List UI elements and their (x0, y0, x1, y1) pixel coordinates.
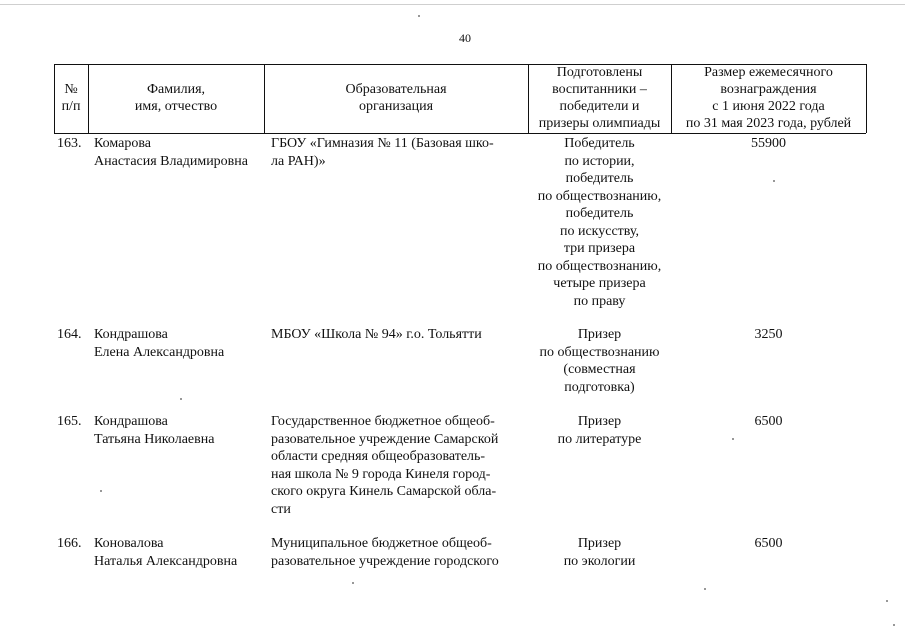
scan-speck (893, 624, 895, 626)
header-organization: Образовательная организация (345, 82, 447, 114)
row-name: Кондрашова Татьяна Николаевна (94, 414, 215, 447)
row-number: 166. (57, 536, 82, 551)
row-result: Призер по обществознанию (совместная подготовка) (539, 327, 660, 395)
scan-speck (352, 582, 354, 584)
row-number: 164. (57, 327, 82, 342)
row-organization: ГБОУ «Гимназия № 11 (Базовая шко- ла РАН)» (271, 136, 494, 169)
page-number: 40 (459, 31, 471, 45)
row-amount: 6500 (754, 414, 783, 429)
table-border-right (866, 64, 867, 133)
row-name: Коновалова Наталья Александровна (94, 536, 238, 569)
header-number: № п/п (61, 82, 81, 114)
scan-speck (180, 398, 182, 400)
row-amount: 6500 (754, 536, 783, 551)
row-number: 165. (57, 414, 82, 429)
scan-speck (704, 588, 706, 590)
scan-speck (773, 180, 775, 182)
scan-speck (418, 15, 420, 17)
row-name: Комарова Анастасия Владимировна (94, 136, 248, 169)
scan-speck (886, 600, 888, 602)
row-organization: Государственное бюджетное общеоб- разовательное учреждение Самарской области средняя общеобразователь- ная школа № 9 города Кинеля город- ского округа Кинель Самарской обла- сти (271, 414, 499, 517)
row-organization: Муниципальное бюджетное общеоб- разовательное учреждение городского (271, 536, 499, 569)
header-amount: Размер ежемесячного вознаграждения с 1 июня 2022 года по 31 мая 2023 года, рублей (685, 65, 852, 131)
header-result: Подготовлены воспитанники – победители и призеры олимпиады (538, 65, 661, 131)
scan-speck (732, 438, 734, 440)
row-result: Победитель по истории, победитель по обществознанию, победитель по искусству, три призера по обществознанию, четыре призера по праву (537, 136, 662, 309)
row-result: Призер по литературе (557, 414, 642, 447)
row-organization: МБОУ «Школа № 94» г.о. Тольятти (271, 327, 482, 342)
row-result: Призер по экологии (563, 536, 636, 569)
row-amount: 55900 (751, 136, 786, 151)
scan-speck (100, 490, 102, 492)
row-amount: 3250 (754, 327, 783, 342)
row-name: Кондрашова Елена Александровна (94, 327, 225, 360)
header-name: Фамилия, имя, отчество (134, 82, 218, 114)
scan-top-edge (0, 4, 905, 5)
row-number: 163. (57, 136, 82, 151)
